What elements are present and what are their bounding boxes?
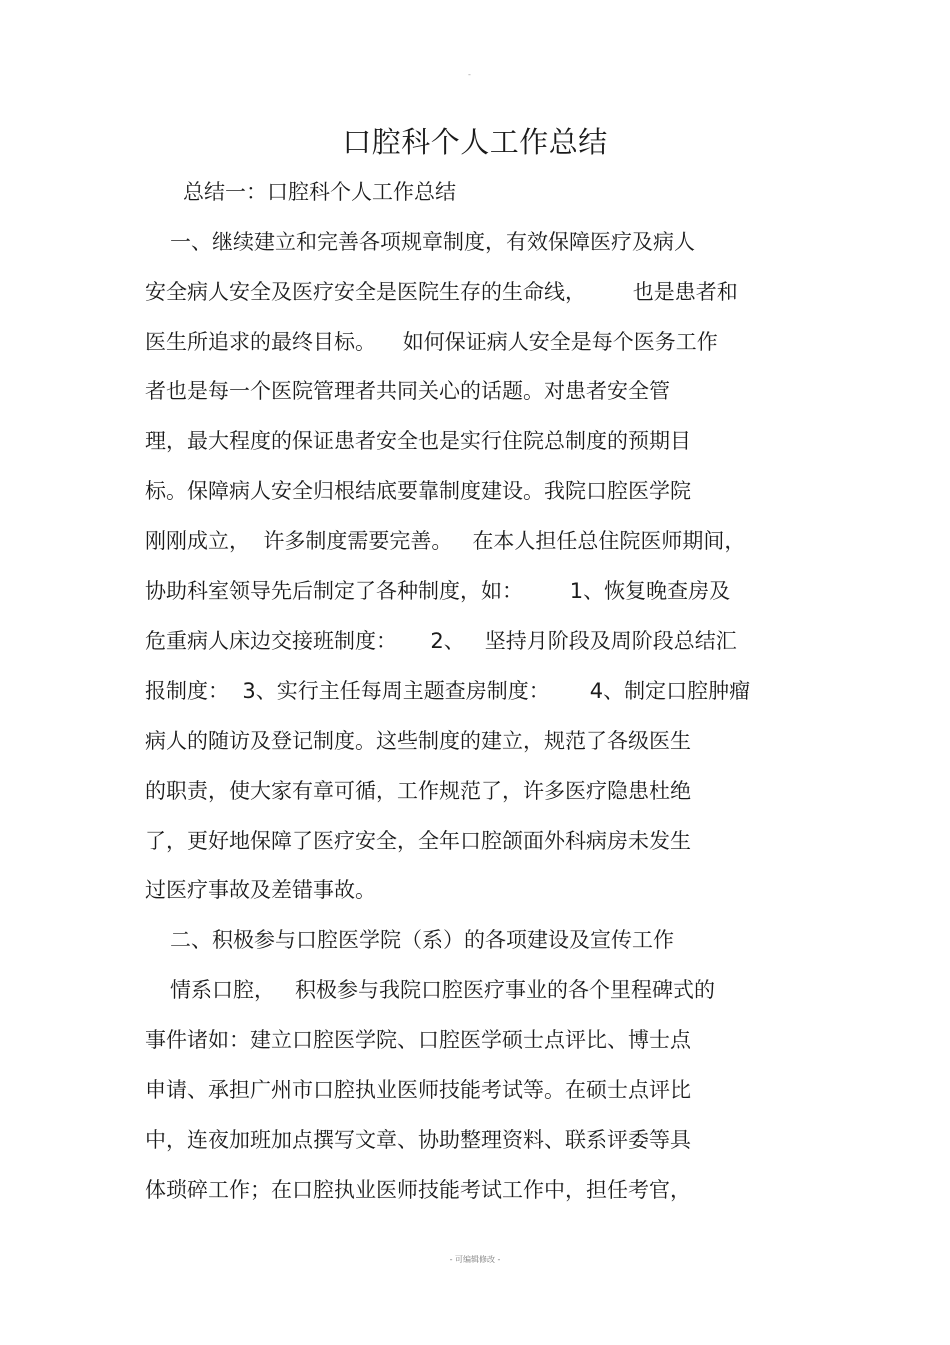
paragraph-line: 安全病人安全及医疗安全是医院生存的生命线， 也是患者和 bbox=[145, 280, 738, 304]
paragraph-line: 的职责，使大家有章可循，工作规范了，许多医疗隐患杜绝 bbox=[145, 779, 691, 803]
paragraph-line: 一、继续建立和完善各项规章制度，有效保障医疗及病人 bbox=[170, 230, 695, 254]
paragraph-line: 情系口腔， 积极参与我院口腔医疗事业的各个里程碑式的 bbox=[170, 978, 716, 1002]
paragraph-line: 过医疗事故及差错事故。 bbox=[145, 878, 376, 902]
paragraph-line: 医生所追求的最终目标。 如何保证病人安全是每个医务工作 bbox=[145, 330, 718, 354]
section-heading: 二、积极参与口腔医学院（系）的各项建设及宣传工作 bbox=[170, 928, 674, 952]
paragraph-line: 者也是每一个医院管理者共同关心的话题。对患者安全管 bbox=[145, 379, 670, 403]
paragraph-line: 报制度： 3、实行主任每周主题查房制度： 4、制定口腔肿瘤 bbox=[145, 679, 751, 703]
paragraph-line: 刚刚成立， 许多制度需要完善。 在本人担任总住院医师期间， bbox=[145, 529, 746, 553]
paragraph-line: 理，最大程度的保证患者安全也是实行住院总制度的预期目 bbox=[145, 429, 691, 453]
paragraph-line: 事件诸如：建立口腔医学院、口腔医学硕士点评比、博士点 bbox=[145, 1028, 691, 1052]
subtitle: 总结一：口腔科个人工作总结 bbox=[183, 180, 456, 204]
paragraph-line: 申请、承担广州市口腔执业医师技能考试等。在硕士点评比 bbox=[145, 1078, 691, 1102]
paragraph-line: 协助科室领导先后制定了各种制度，如： 1、恢复晚查房及 bbox=[145, 579, 731, 603]
paragraph-line: 了，更好地保障了医疗安全，全年口腔颌面外科病房未发生 bbox=[145, 829, 691, 853]
top-mark: - bbox=[468, 70, 471, 79]
paragraph-line: 体琐碎工作；在口腔执业医师技能考试工作中，担任考官， bbox=[145, 1178, 691, 1202]
paragraph-line: 危重病人床边交接班制度： 2、 坚持月阶段及周阶段总结汇 bbox=[145, 629, 737, 653]
paragraph-line: 病人的随访及登记制度。这些制度的建立，规范了各级医生 bbox=[145, 729, 691, 753]
paragraph-line: 标。保障病人安全归根结底要靠制度建设。我院口腔医学院 bbox=[145, 479, 691, 503]
paragraph-line: 中，连夜加班加点撰写文章、协助整理资料、联系评委等具 bbox=[145, 1128, 691, 1152]
document-title: 口腔科个人工作总结 bbox=[342, 125, 608, 159]
page-footer: - 可编辑修改 - bbox=[449, 1255, 501, 1264]
